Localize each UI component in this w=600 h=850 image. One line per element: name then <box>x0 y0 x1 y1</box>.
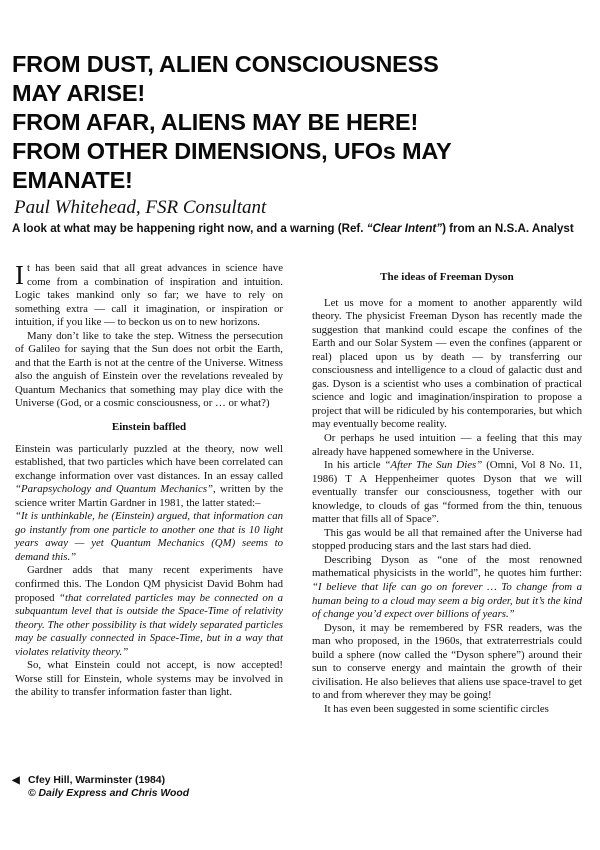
pull-quote <box>15 510 283 564</box>
paragraph-text: , written by the science writer Martin Gardner in 1981, the latter stated:– <box>15 483 283 509</box>
left-column <box>15 262 283 700</box>
photo-caption <box>12 774 189 800</box>
quote-text: “that correlated particles may be connected on a subquantum level that is outside the Space-Time of relativity theory. The other possibility is that widely separated particles may be casually connected in Space-Time, but in a way that violates relativity theory.” <box>15 591 283 658</box>
caption-line <box>12 774 189 787</box>
paragraph-text: Describing Dyson as “one of the most renowned mathematical physicists in the world”, he quotes him further: <box>312 553 582 580</box>
standfirst-text-end: ) from an N.S.A. Analyst <box>442 222 574 235</box>
arrow-left-icon: ◀ <box>12 775 20 786</box>
caption-location: Cfey Hill, Warminster (1984) <box>28 775 166 786</box>
body-paragraph <box>312 554 582 622</box>
byline: Paul Whitehead, FSR Consultant <box>14 197 267 218</box>
headline-line: MAY ARISE! <box>12 80 145 106</box>
standfirst-text: A look at what may be happening right now, and a warning (Ref. <box>12 222 367 235</box>
body-paragraph <box>15 564 283 659</box>
body-paragraph: This gas would be all that remained after the Universe had stopped producing stars and the last stars had died. <box>312 526 582 553</box>
body-paragraph: Many don’t like to take the step. Witness the persecution of Galileo for saying that the Sun does not orbit the Earth, and that the Earth is not at the centre of the Universe. Witness also the anguish of Einstein over the revelations revealed by Quantum Mechanics that something may play dice with the Universe (God, or a cosmic consciousness, or … or what?) <box>15 329 283 410</box>
caption-credit: © Daily Express and Chris Wood <box>28 788 190 799</box>
paragraph-text: (Omni, Vol 8 No. 11, 1986) T A Heppenheimer quotes Dyson that we will eventually transfer our consciousness, together with our knowledge, to clouds of gas “formed from the thin, tenuous matter that fills all of Space”. <box>312 459 582 526</box>
headline-line: EMANATE! <box>12 167 133 193</box>
headline <box>12 50 588 195</box>
body-paragraph: Or perhaps he used intuition — a feeling that this may already have happened somewhere in the Universe. <box>312 432 582 458</box>
section-heading-dyson: The ideas of Freeman Dyson <box>380 271 514 283</box>
standfirst-reference: “Clear Intent” <box>366 222 443 235</box>
article-title: “After The Sun Dies” <box>384 459 483 472</box>
body-paragraph: Let us move for a moment to another apparently wild theory. The physicist Freeman Dyson has recently made the suggestion that mankind could escape the confines of the Earth and our Solar System — even the confines (apparent or real) placed upon us by death — by transferring our consciousness and intelligence to a cloud of galactic dust and gas. Dyson is a scientist who uses a combination of practical science and logic and imagination/inspiration to propose a project that will be ridiculed by his contemporaries, but which may eventually become reality. <box>312 296 582 431</box>
intro-paragraph <box>15 262 283 330</box>
standfirst <box>12 222 592 236</box>
quote-text: “I believe that life can go on forever … To change from a human being to a cloud may seem a big order, but it’s the kind of change you’d expect over billions of years.” <box>312 581 582 621</box>
body-paragraph: So, what Einstein could not accept, is now accepted! Worse still for Einstein, whole systems may be involved in the ability to transfer information faster than light. <box>15 659 283 699</box>
body-paragraph <box>15 443 283 511</box>
body-paragraph <box>312 459 582 527</box>
body-paragraph: Dyson, it may be remembered by FSR readers, was the man who proposed, in the 1960s, that extraterrestrials could build a sphere (now called the “Dyson sphere”) around their sun to conserve energy and maintain the growth of their civilisation. He also believes that aliens use space-travel to get to and from wherever they may be going! <box>312 621 582 702</box>
headline-line: FROM AFAR, ALIENS MAY BE HERE! <box>12 109 419 135</box>
body-paragraph: It has even been suggested in some scientific circles <box>324 702 549 715</box>
quote-text: “It is unthinkable, he (Einstein) argued, that information can go instantly from one particle to another one that is 10 light years away — yet Quantum Mechanics (QM) seems to demand this.” <box>15 510 283 563</box>
paragraph-text: In his article <box>324 459 385 472</box>
headline-line: FROM OTHER DIMENSIONS, UFOs MAY <box>12 138 452 164</box>
drop-cap: I <box>15 260 24 290</box>
intro-text: t has been said that all great advances in science have come from a combination of inspiration and intuition. Logic takes mankind only so far; we have to rely on something extra — call it imagination, or inspiration or intuition, if you like — to beckon us on to new horizons. <box>15 262 283 329</box>
paragraph-text: Gardner adds that many recent experiments have confirmed this. The London QM physicist David Bohm had proposed <box>15 564 283 604</box>
headline-line: FROM DUST, ALIEN CONSCIOUSNESS <box>12 51 439 77</box>
essay-title: “Parapsychology and Quantum Mechanics” <box>15 483 214 496</box>
section-heading-einstein: Einstein baffled <box>111 421 187 434</box>
right-column <box>312 262 582 717</box>
paragraph-text: Einstein was particularly puzzled at the theory, now well established, that two particles which have been correlated can exchange information over vast distances. In an essay called <box>15 442 283 482</box>
